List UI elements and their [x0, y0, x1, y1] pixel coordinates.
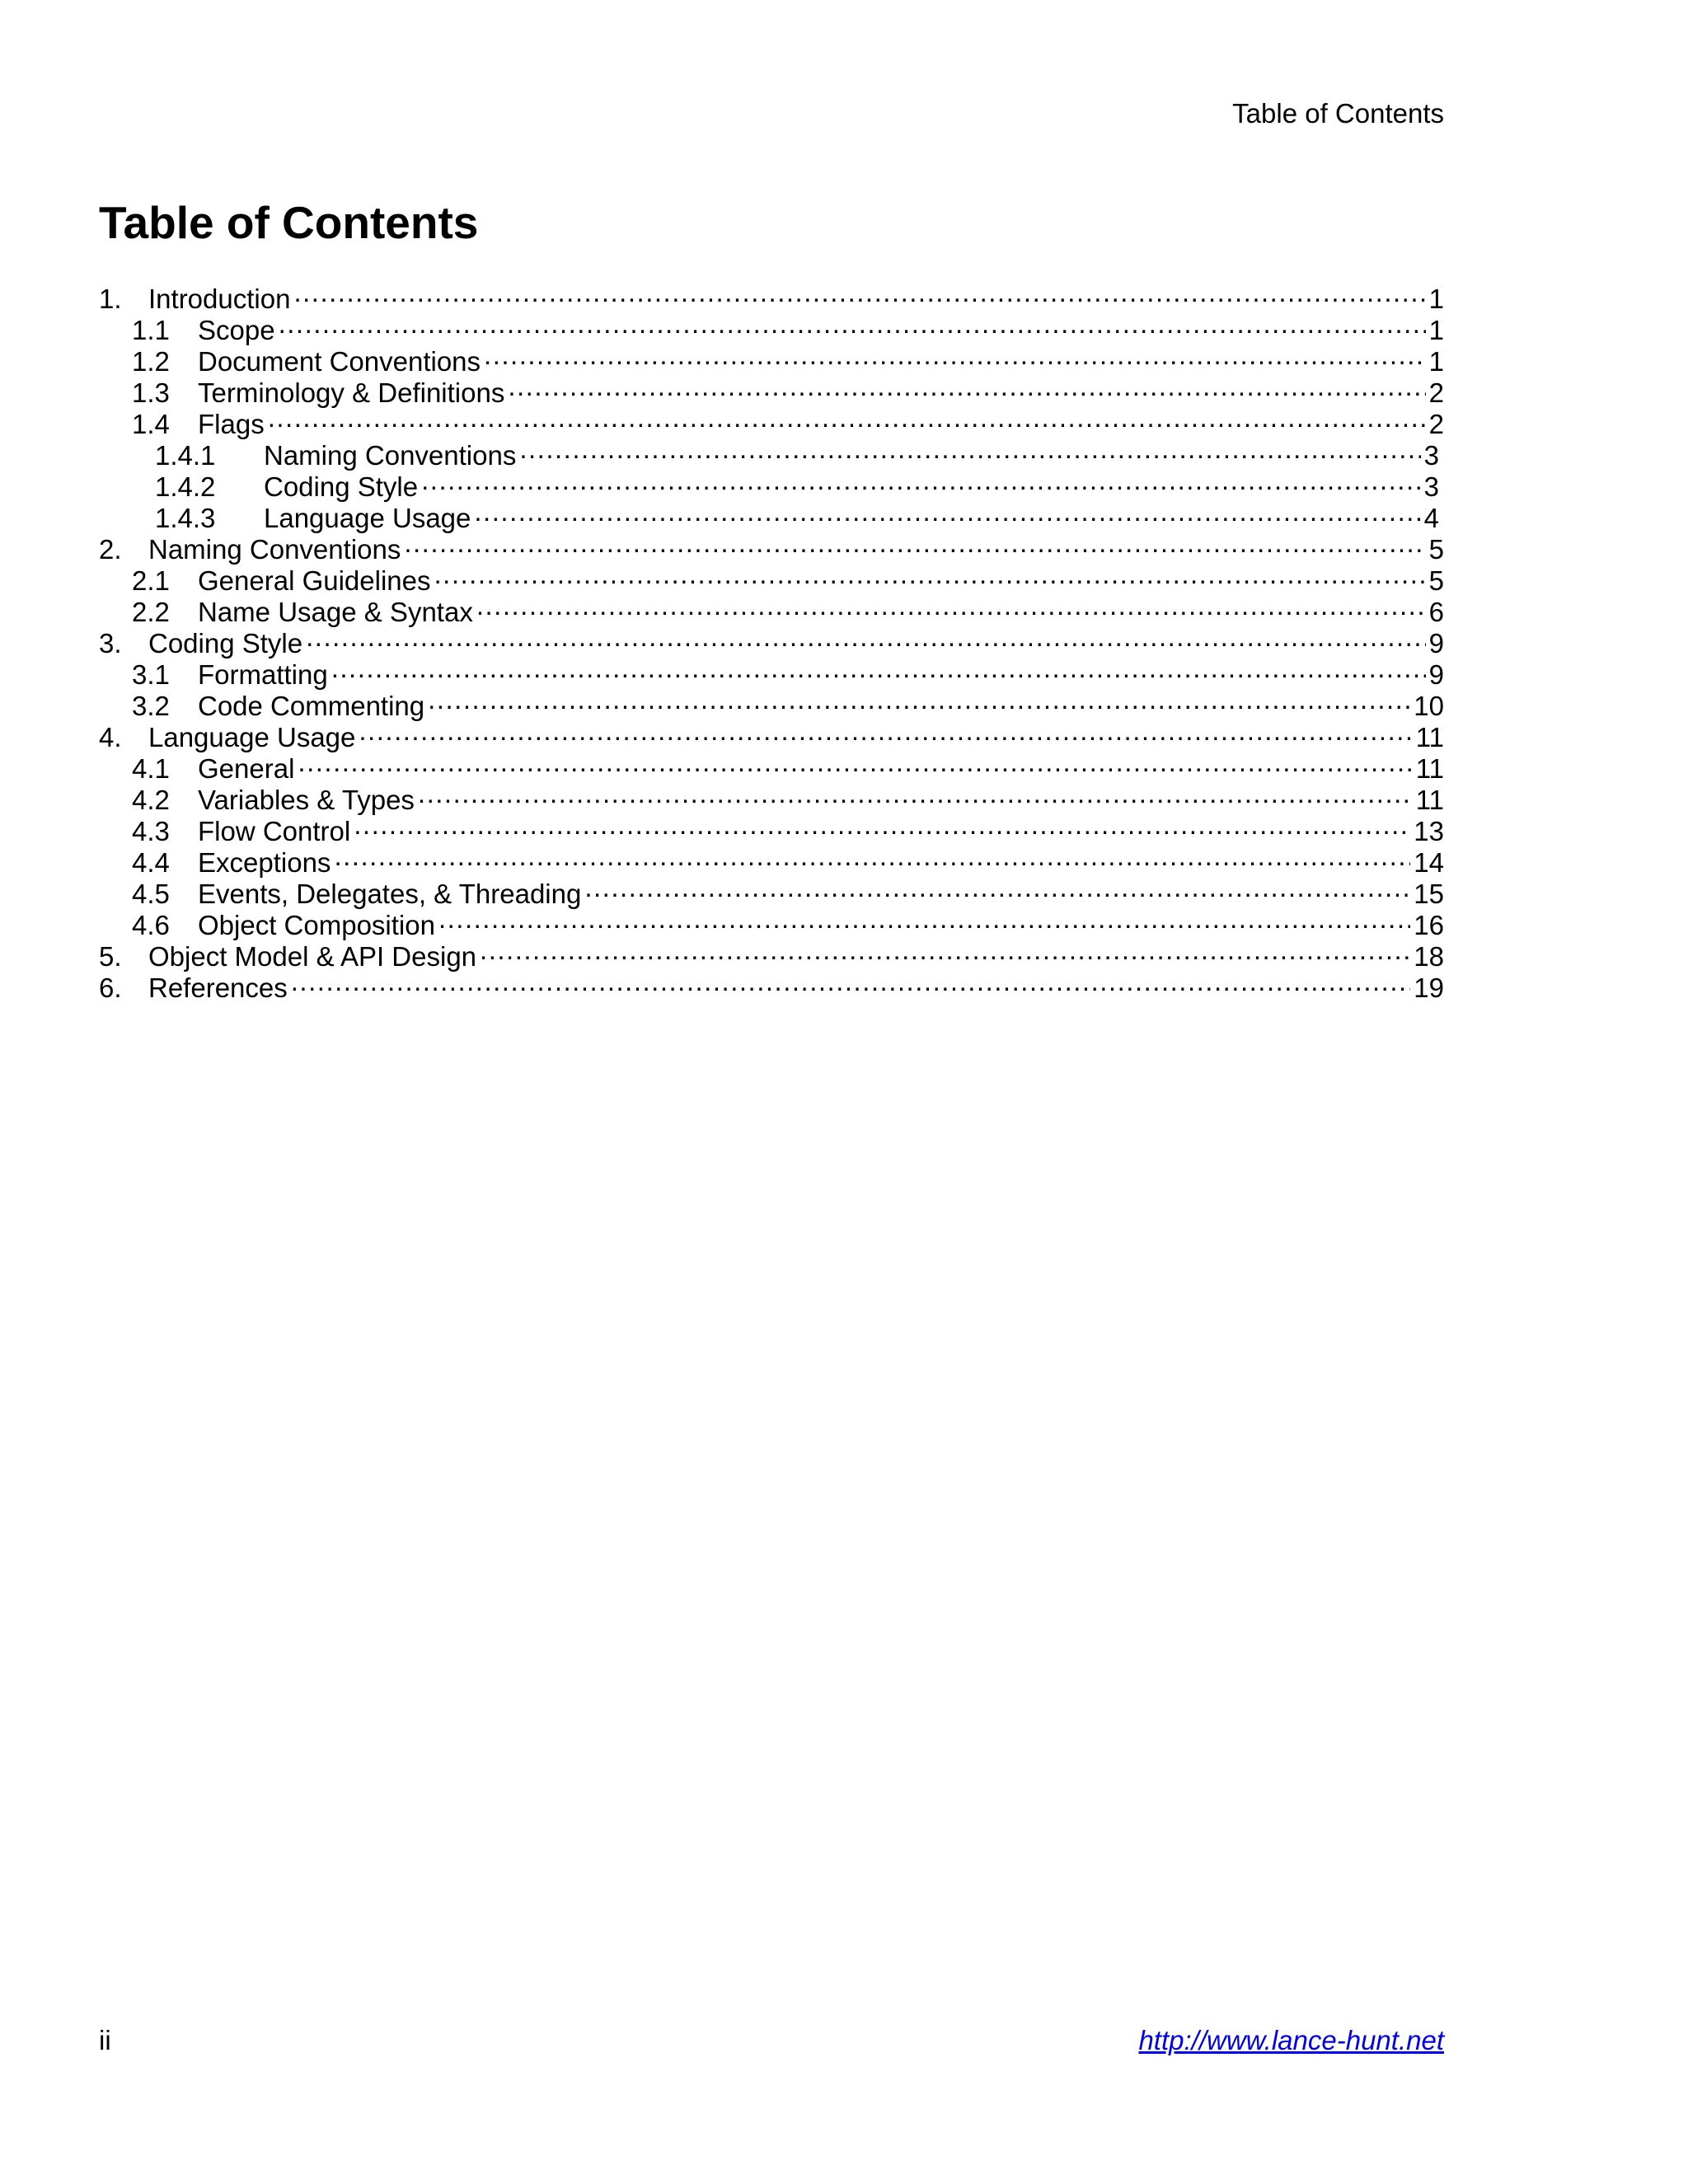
dot-leader — [404, 527, 1425, 559]
toc-entry-page-number: 9 — [1428, 659, 1444, 690]
toc-entry-title: General Guidelines — [198, 565, 431, 596]
toc-entry-title: General — [198, 753, 295, 784]
toc-entry-number: 5. — [99, 941, 122, 972]
toc-entry-page-number: 5 — [1428, 534, 1444, 565]
toc-entry-page-number: 2 — [1428, 409, 1444, 439]
dot-leader — [331, 653, 1426, 684]
toc-entry-number: 4.3 — [132, 816, 170, 846]
toc-entry-title: Language Usage — [148, 722, 356, 752]
dot-leader — [359, 715, 1412, 747]
toc-entry-page-number: 13 — [1414, 816, 1444, 846]
toc-entry-number: 1.4 — [132, 409, 170, 439]
toc-entry-title: Name Usage & Syntax — [198, 597, 473, 627]
toc-entry-page-number: 16 — [1414, 910, 1444, 940]
toc-entry-page-number: 6 — [1428, 597, 1444, 627]
toc-entry-number: 1. — [99, 284, 122, 314]
toc-entry[interactable] — [99, 277, 1444, 314]
toc-entry-page-number: 3 — [1423, 471, 1439, 502]
toc-entry-title: Scope — [198, 315, 275, 345]
dot-leader — [474, 496, 1420, 527]
toc-entry-number: 1.2 — [132, 346, 170, 377]
toc-entry-page-number: 11 — [1415, 785, 1444, 815]
toc-entry-page-number: 9 — [1428, 628, 1444, 658]
toc-entry-number: 4.6 — [132, 910, 170, 940]
dot-leader — [584, 872, 1410, 903]
toc-entry[interactable] — [99, 402, 1444, 439]
toc-entry-number: 4. — [99, 722, 122, 752]
toc-entry-number: 4.1 — [132, 753, 170, 784]
toc-entry-number: 6. — [99, 972, 122, 1003]
toc-entry-number: 3.2 — [132, 691, 170, 721]
toc-entry-title: References — [148, 972, 288, 1003]
dot-leader — [484, 340, 1426, 371]
dot-leader — [434, 559, 1426, 590]
dot-leader — [519, 434, 1420, 465]
toc-entry-number: 2.2 — [132, 597, 170, 627]
dot-leader — [438, 903, 1410, 935]
toc-entry-title: Flags — [198, 409, 265, 439]
toc-entry[interactable] — [99, 778, 1444, 815]
table-of-contents — [99, 277, 1444, 1003]
toc-entry-page-number: 18 — [1414, 941, 1444, 972]
dot-leader — [268, 402, 1426, 434]
toc-entry-title: Object Model & API Design — [148, 941, 477, 972]
toc-entry-title: Terminology & Definitions — [198, 377, 505, 408]
toc-entry-title: Events, Delegates, & Threading — [198, 879, 582, 909]
toc-entry-page-number: 3 — [1423, 440, 1439, 471]
toc-entry-number: 2. — [99, 534, 122, 565]
toc-entry[interactable] — [99, 747, 1444, 784]
toc-entry-number: 4.2 — [132, 785, 170, 815]
dot-leader — [354, 809, 1410, 841]
toc-entry-title: Exceptions — [198, 847, 331, 878]
toc-entry-number: 4.4 — [132, 847, 170, 878]
toc-entry-page-number: 2 — [1428, 377, 1444, 408]
toc-entry-title: Coding Style — [264, 471, 419, 502]
toc-entry-number: 4.5 — [132, 879, 170, 909]
footer-website-link[interactable]: http://www.lance-hunt.net — [1138, 2025, 1444, 2055]
toc-entry-title: Naming Conventions — [264, 440, 517, 471]
toc-entry-page-number: 1 — [1428, 315, 1444, 345]
toc-entry-page-number: 10 — [1414, 691, 1444, 721]
dot-leader — [421, 465, 1421, 496]
toc-entry-title: Variables & Types — [198, 785, 415, 815]
toc-entry-title: Code Commenting — [198, 691, 425, 721]
toc-entry-title: Naming Conventions — [148, 534, 401, 565]
toc-entry[interactable] — [99, 434, 1444, 471]
dot-leader — [480, 935, 1410, 966]
toc-entry-page-number: 5 — [1428, 565, 1444, 596]
toc-entry-title: Document Conventions — [198, 346, 481, 377]
toc-entry-title: Language Usage — [264, 503, 471, 533]
dot-leader — [298, 747, 1412, 778]
toc-entry-page-number: 11 — [1415, 722, 1444, 752]
toc-entry-number: 1.4.1 — [155, 440, 216, 471]
toc-entry-page-number: 19 — [1414, 972, 1444, 1003]
toc-entry-number: 1.4.3 — [155, 503, 216, 533]
toc-entry-title: Formatting — [198, 659, 328, 690]
dot-leader — [418, 778, 1413, 809]
toc-entry-page-number: 1 — [1428, 284, 1444, 314]
toc-entry-page-number: 1 — [1428, 346, 1444, 377]
toc-entry-title: Flow Control — [198, 816, 351, 846]
toc-entry[interactable] — [99, 966, 1444, 1003]
toc-entry-number: 1.3 — [132, 377, 170, 408]
dot-leader — [508, 371, 1425, 402]
footer-page-number: ii — [99, 2025, 111, 2055]
page-title: Table of Contents — [99, 197, 479, 248]
dot-leader — [293, 277, 1425, 308]
toc-entry-page-number: 14 — [1414, 847, 1444, 878]
dot-leader — [476, 590, 1426, 621]
dot-leader — [428, 684, 1410, 715]
toc-entry-title: Object Composition — [198, 910, 435, 940]
dot-leader — [279, 308, 1426, 340]
toc-entry-page-number: 15 — [1414, 879, 1444, 909]
running-header: Table of Contents — [1232, 98, 1444, 129]
dot-leader — [306, 621, 1426, 653]
toc-entry-title: Coding Style — [148, 628, 303, 658]
toc-entry[interactable] — [99, 340, 1444, 377]
toc-entry[interactable] — [99, 308, 1444, 345]
toc-entry-page-number: 4 — [1423, 503, 1439, 533]
dot-leader — [334, 841, 1410, 872]
toc-entry-title: Introduction — [148, 284, 291, 314]
toc-entry-number: 1.4.2 — [155, 471, 216, 502]
toc-entry-number: 3. — [99, 628, 122, 658]
toc-entry-number: 2.1 — [132, 565, 170, 596]
toc-entry-number: 1.1 — [132, 315, 170, 345]
toc-entry-number: 3.1 — [132, 659, 170, 690]
toc-entry-page-number: 11 — [1415, 753, 1444, 784]
dot-leader — [291, 966, 1411, 997]
